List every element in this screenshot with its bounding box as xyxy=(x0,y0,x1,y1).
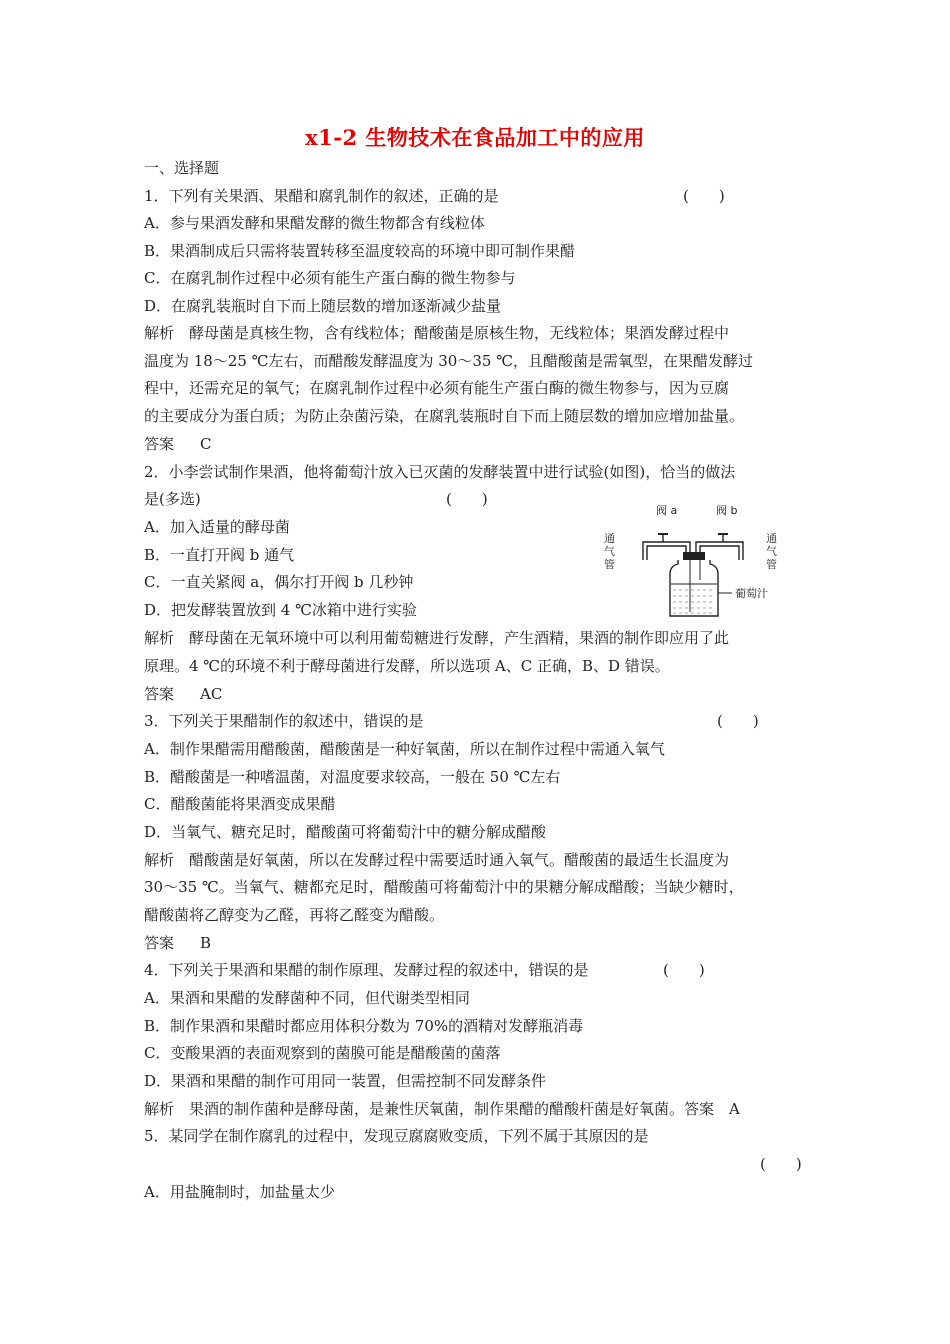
q3-option-d: D．当氧气、糖充足时，醋酸菌可将葡萄汁中的糖分解成醋酸 xyxy=(144,823,547,841)
fermentation-apparatus-diagram xyxy=(598,500,788,620)
q1-stem: 1．下列有关果酒、果醋和腐乳制作的叙述，正确的是 xyxy=(144,187,499,205)
q2-stem-cont: 是(多选) xyxy=(144,490,201,508)
q1-option-b: B．果酒制成后只需将装置转移至温度较高的环境中即可制作果醋 xyxy=(144,242,576,260)
q4-option-a: A．果酒和果醋的发酵菌种不同，但代谢类型相同 xyxy=(144,989,470,1007)
q2-answer-blank: ( ) xyxy=(446,490,488,508)
q2-analysis-line: 解析 酵母菌在无氧环境中可以利用葡萄糖进行发酵，产生酒精，果酒的制作即应用了此 xyxy=(144,629,730,647)
section-heading: 一、选择题 xyxy=(144,159,220,177)
valve-a-label: 阀 a xyxy=(656,504,678,517)
right-tube-label: 管 xyxy=(766,558,777,571)
left-tube-label: 通 xyxy=(604,532,615,545)
q3-option-a: A．制作果醋需用醋酸菌，醋酸菌是一种好氧菌，所以在制作过程中需通入氧气 xyxy=(144,740,665,758)
right-tube-label: 气 xyxy=(766,545,777,558)
q4-option-b: B．制作果酒和果醋时都应用体积分数为 70%的酒精对发酵瓶消毒 xyxy=(144,1017,584,1035)
q4-option-d: D．果酒和果醋的制作可用同一装置，但需控制不同发酵条件 xyxy=(144,1072,547,1090)
q2-analysis-line: 原理。4 ℃的环境不利于酵母菌进行发酵，所以选项 A、C 正确，B、D 错误。 xyxy=(144,657,670,675)
q1-option-c: C．在腐乳制作过程中必须有能生产蛋白酶的微生物参与 xyxy=(144,269,516,287)
q1-answer xyxy=(144,434,211,454)
q3-answer-blank: ( ) xyxy=(717,712,759,730)
q5-stem: 5．某同学在制作腐乳的过程中，发现豆腐腐败变质，下列不属于其原因的是 xyxy=(144,1127,649,1145)
q4-stem: 4．下列关于果酒和果醋的制作原理、发酵过程的叙述中，错误的是 xyxy=(144,961,589,979)
q2-option-c: C．一直关紧阀 a，偶尔打开阀 b 几秒钟 xyxy=(144,573,414,591)
q1-analysis-line: 解析 酵母菌是真核生物，含有线粒体；醋酸菌是原核生物，无线粒体；果酒发酵过程中 xyxy=(144,324,730,342)
page-title: x1-2 生物技术在食品加工中的应用 xyxy=(305,125,645,150)
q2-answer xyxy=(144,684,222,704)
answer-label: 答案 xyxy=(144,435,175,453)
q2-option-d: D．把发酵装置放到 4 ℃冰箱中进行实验 xyxy=(144,601,417,619)
q2-option-b: B．一直打开阀 b 通气 xyxy=(144,546,295,564)
answer-value: AC xyxy=(200,685,223,703)
valve-b-label: 阀 b xyxy=(716,504,738,517)
left-tube-label: 管 xyxy=(604,558,615,571)
q4-option-c: C．变酸果酒的表面观察到的菌膜可能是醋酸菌的菌落 xyxy=(144,1044,501,1062)
q3-option-b: B．醋酸菌是一种嗜温菌，对温度要求较高，一般在 50 ℃左右 xyxy=(144,768,561,786)
q5-answer-blank: ( ) xyxy=(760,1155,802,1173)
q1-option-d: D．在腐乳装瓶时自下而上随层数的增加逐渐减少盐量 xyxy=(144,297,502,315)
right-tube-label: 通 xyxy=(766,532,777,545)
q1-analysis-line: 温度为 18～25 ℃左右，而醋酸发酵温度为 30～35 ℃，且醋酸菌是需氧型，在果醋发酵过 xyxy=(144,352,753,370)
q3-answer xyxy=(144,933,211,953)
q1-option-a: A．参与果酒发酵和果醋发酵的微生物都含有线粒体 xyxy=(144,214,485,232)
q2-stem: 2．小李尝试制作果酒，他将葡萄汁放入已灭菌的发酵装置中进行试验(如图)，恰当的做法 xyxy=(144,463,736,481)
q3-stem: 3．下列关于果醋制作的叙述中，错误的是 xyxy=(144,712,424,730)
q1-analysis-line: 的主要成分为蛋白质；为防止杂菌污染，在腐乳装瓶时自下而上随层数的增加应增加盐量。 xyxy=(144,407,745,425)
q3-option-c: C．醋酸菌能将果酒变成果醋 xyxy=(144,795,336,813)
answer-label: 答案 xyxy=(144,685,175,703)
answer-label: 答案 xyxy=(144,934,175,952)
q4-answer-blank: ( ) xyxy=(663,961,705,979)
q1-answer-blank: ( ) xyxy=(683,187,725,205)
left-tube-label: 气 xyxy=(604,545,615,558)
q1-analysis-line: 程中，还需充足的氧气；在腐乳制作过程中必须有能生产蛋白酶的微生物参与，因为豆腐 xyxy=(144,379,730,397)
q3-analysis-line: 解析 醋酸菌是好氧菌，所以在发酵过程中需要适时通入氧气。醋酸菌的最适生长温度为 xyxy=(144,851,730,869)
q2-option-a: A．加入适量的酵母菌 xyxy=(144,518,290,536)
answer-value: C xyxy=(200,435,212,453)
answer-value: B xyxy=(200,934,212,952)
q5-option-a: A．用盐腌制时，加盐量太少 xyxy=(144,1183,335,1201)
grape-juice-label: 葡萄汁 xyxy=(735,587,768,600)
q3-analysis-line: 醋酸菌将乙醇变为乙醛，再将乙醛变为醋酸。 xyxy=(144,906,445,924)
q4-analysis-line: 解析 果酒的制作菌种是酵母菌，是兼性厌氧菌，制作果醋的醋酸杆菌是好氧菌。答案 A xyxy=(144,1100,740,1118)
q3-analysis-line: 30～35 ℃。当氧气、糖都充足时，醋酸菌可将葡萄汁中的果糖分解成醋酸；当缺少糖时， xyxy=(144,878,744,896)
